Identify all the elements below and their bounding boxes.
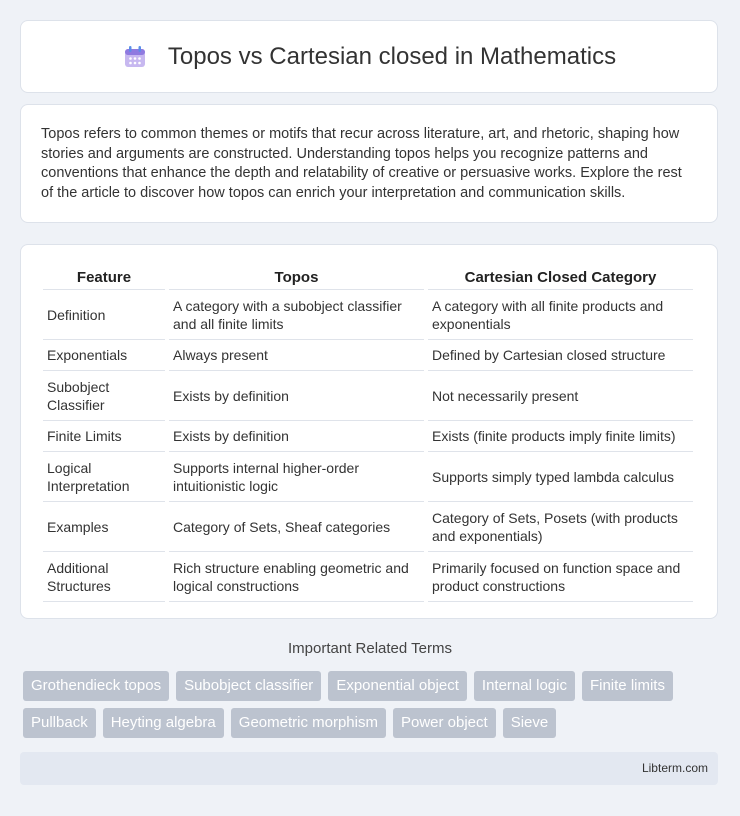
footer-link[interactable]: Libterm.com — [641, 761, 708, 775]
related-terms-title: Important Related Terms — [288, 640, 452, 657]
related-terms-list — [23, 671, 723, 738]
footer — [20, 752, 718, 785]
table-cell: A category with all finite products and exponentials — [428, 290, 693, 340]
table-cell: Category of Sets, Posets (with products and exponentials) — [428, 502, 693, 552]
tag-geometric-morphism[interactable]: Geometric morphism — [231, 708, 386, 738]
tag-sieve[interactable]: Sieve — [503, 708, 557, 738]
table-cell: Exists (finite products imply finite limits) — [428, 421, 693, 452]
header-feature: Feature — [43, 263, 165, 290]
table-row — [43, 340, 693, 371]
table-cell: Exists by definition — [169, 371, 424, 421]
tag-exponential-object[interactable]: Exponential object — [328, 671, 467, 701]
table-cell: Supports simply typed lambda calculus — [428, 452, 693, 502]
comparison-table — [39, 263, 697, 602]
table-cell: Supports internal higher-order intuitionistic logic — [169, 452, 424, 502]
comparison-card — [20, 244, 718, 619]
table-row — [43, 421, 693, 452]
header-topos: Topos — [169, 263, 424, 290]
table-row — [43, 502, 693, 552]
tag-pullback[interactable]: Pullback — [23, 708, 96, 738]
header-cartesian: Cartesian Closed Category — [428, 263, 693, 290]
table-cell: Exponentials — [43, 340, 165, 371]
tag-power-object[interactable]: Power object — [393, 708, 496, 738]
table-row — [43, 552, 693, 602]
table-cell: Finite Limits — [43, 421, 165, 452]
table-row — [43, 290, 693, 340]
intro-text: Topos refers to common themes or motifs that recur across literature, art, and rhetoric, shaping how stories and arguments are constructed. Understanding topos helps you recognize patterns and conventions that enhance the depth and relatability of creative or persuasive works. Explore the rest of the article to discover how topos can enrich your interpretation and communication skills. — [41, 126, 682, 201]
table-cell: Defined by Cartesian closed structure — [428, 340, 693, 371]
table-cell: Primarily focused on function space and product constructions — [428, 552, 693, 602]
title-card — [20, 20, 718, 93]
table-cell: Logical Interpretation — [43, 452, 165, 502]
tag-grothendieck-topos[interactable]: Grothendieck topos — [23, 671, 169, 701]
intro-card — [20, 104, 718, 223]
table-cell: Always present — [169, 340, 424, 371]
table-cell: Rich structure enabling geometric and logical constructions — [169, 552, 424, 602]
table-cell: Subobject Classifier — [43, 371, 165, 421]
table-row — [43, 371, 693, 421]
tag-subobject-classifier[interactable]: Subobject classifier — [176, 671, 321, 701]
table-cell: Exists by definition — [169, 421, 424, 452]
tag-internal-logic[interactable]: Internal logic — [474, 671, 575, 701]
tag-finite-limits[interactable]: Finite limits — [582, 671, 673, 701]
page-title: Topos vs Cartesian closed in Mathematics — [167, 42, 617, 70]
tag-heyting-algebra[interactable]: Heyting algebra — [103, 708, 224, 738]
table-row — [43, 452, 693, 502]
table-cell: Definition — [43, 290, 165, 340]
table-cell: A category with a subobject classifier and all finite limits — [169, 290, 424, 340]
table-cell: Additional Structures — [43, 552, 165, 602]
table-cell: Category of Sets, Sheaf categories — [169, 502, 424, 552]
table-header-row — [43, 263, 693, 290]
calendar-icon — [122, 44, 148, 70]
table-cell: Examples — [43, 502, 165, 552]
table-cell: Not necessarily present — [428, 371, 693, 421]
